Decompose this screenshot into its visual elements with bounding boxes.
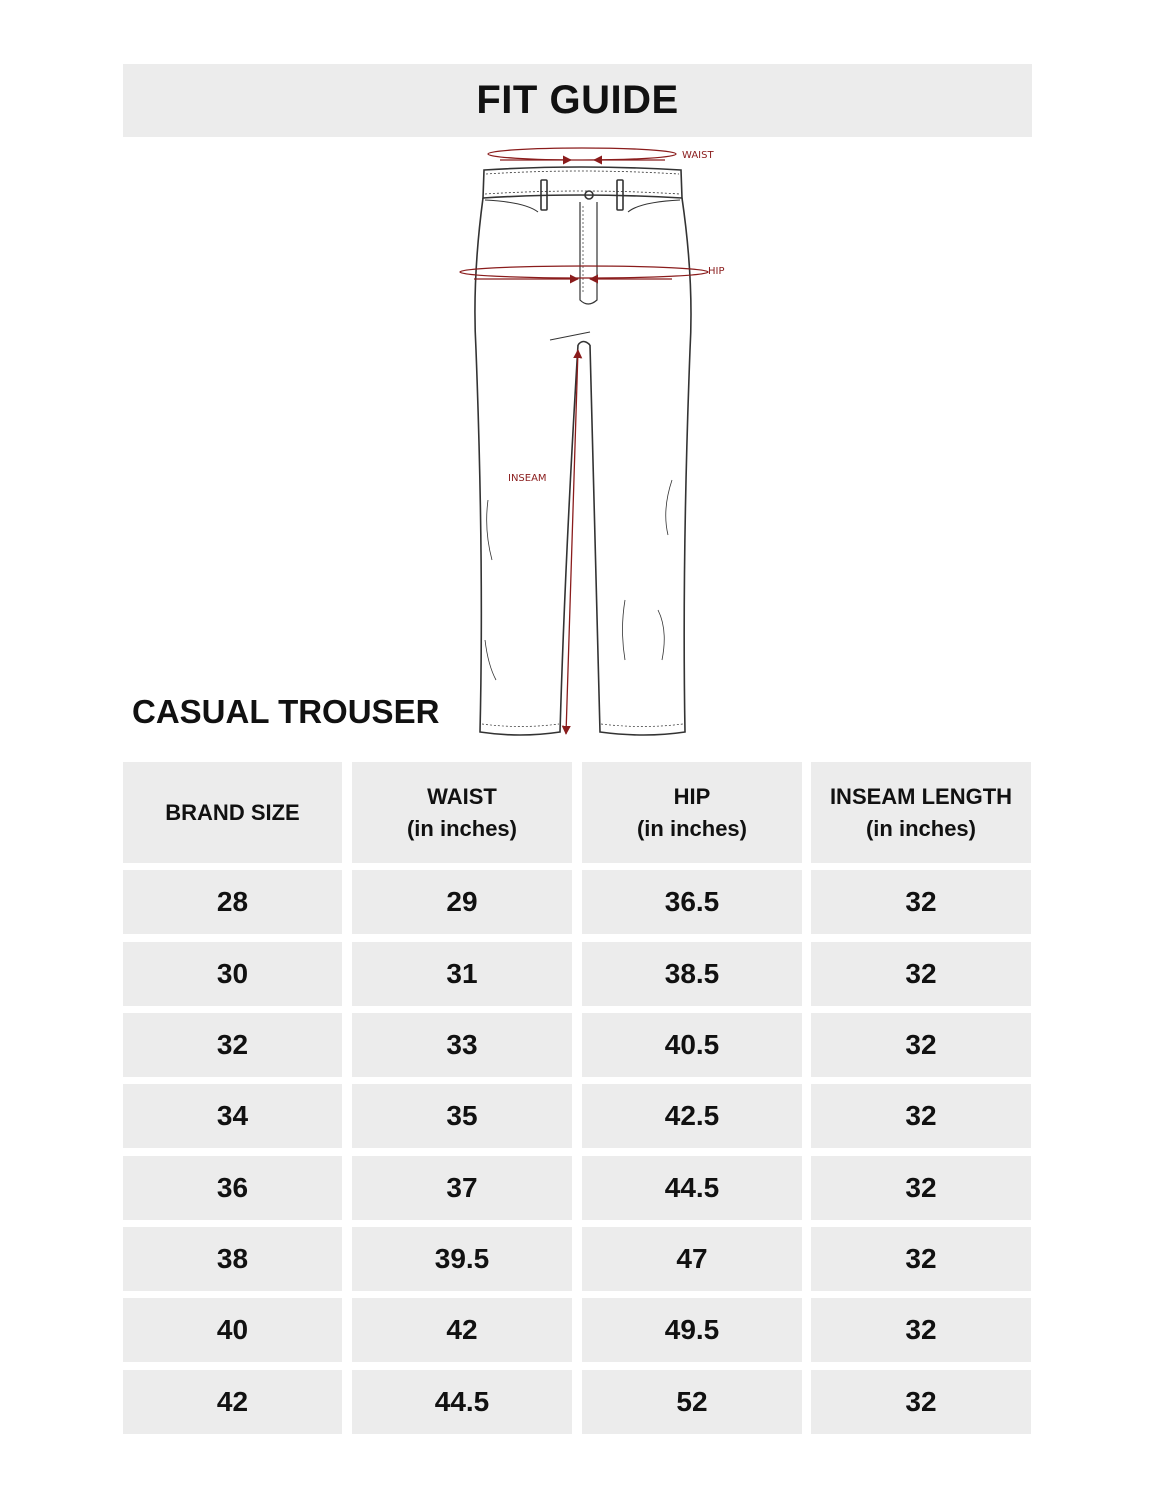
cell-waist: 33 bbox=[352, 1013, 572, 1077]
trouser-outline bbox=[475, 167, 691, 735]
cell-brand-size: 36 bbox=[123, 1156, 342, 1220]
header-label: INSEAM LENGTH bbox=[829, 783, 1013, 809]
cell-brand-size: 40 bbox=[123, 1298, 342, 1362]
cell-inseam: 32 bbox=[811, 870, 1031, 934]
cell-inseam: 32 bbox=[811, 1013, 1031, 1077]
cell-hip: 52 bbox=[582, 1370, 802, 1434]
cell-inseam: 32 bbox=[811, 1227, 1031, 1291]
header-brand-size bbox=[123, 762, 342, 863]
title-banner bbox=[123, 64, 1032, 137]
cell-hip: 47 bbox=[582, 1227, 802, 1291]
cell-brand-size: 30 bbox=[123, 942, 342, 1006]
cell-waist: 31 bbox=[352, 942, 572, 1006]
cell-hip: 42.5 bbox=[582, 1084, 802, 1148]
cell-waist: 44.5 bbox=[352, 1370, 572, 1434]
cell-waist: 42 bbox=[352, 1298, 572, 1362]
header-waist bbox=[352, 762, 572, 863]
cell-hip: 40.5 bbox=[582, 1013, 802, 1077]
header-unit: (in inches) bbox=[865, 815, 976, 841]
cell-inseam: 32 bbox=[811, 1156, 1031, 1220]
cell-waist: 37 bbox=[352, 1156, 572, 1220]
hip-label: HIP bbox=[708, 266, 725, 277]
trouser-illustration bbox=[440, 140, 740, 750]
cell-hip: 38.5 bbox=[582, 942, 802, 1006]
header-hip bbox=[582, 762, 802, 863]
cell-waist: 35 bbox=[352, 1084, 572, 1148]
header-unit: (in inches) bbox=[406, 815, 517, 841]
waist-measure bbox=[488, 148, 714, 161]
cell-hip: 44.5 bbox=[582, 1156, 802, 1220]
page-title: FIT GUIDE bbox=[476, 78, 679, 122]
header-unit: (in inches) bbox=[636, 815, 747, 841]
cell-hip: 36.5 bbox=[582, 870, 802, 934]
inseam-label: INSEAM bbox=[508, 473, 547, 484]
cell-brand-size: 42 bbox=[123, 1370, 342, 1434]
cell-waist: 29 bbox=[352, 870, 572, 934]
cell-brand-size: 28 bbox=[123, 870, 342, 934]
cell-brand-size: 38 bbox=[123, 1227, 342, 1291]
header-inseam-length bbox=[811, 762, 1031, 863]
product-name: CASUAL TROUSER bbox=[132, 693, 440, 730]
cell-inseam: 32 bbox=[811, 1298, 1031, 1362]
header-label: WAIST bbox=[427, 783, 497, 809]
cell-inseam: 32 bbox=[811, 1370, 1031, 1434]
cell-inseam: 32 bbox=[811, 1084, 1031, 1148]
header-label: BRAND SIZE bbox=[165, 799, 300, 825]
trouser-diagram bbox=[440, 140, 740, 750]
cell-waist: 39.5 bbox=[352, 1227, 572, 1291]
waist-label: WAIST bbox=[682, 150, 714, 161]
cell-brand-size: 34 bbox=[123, 1084, 342, 1148]
hip-measure bbox=[460, 266, 725, 279]
cell-hip: 49.5 bbox=[582, 1298, 802, 1362]
cell-inseam: 32 bbox=[811, 942, 1031, 1006]
cell-brand-size: 32 bbox=[123, 1013, 342, 1077]
header-label: HIP bbox=[673, 783, 711, 809]
